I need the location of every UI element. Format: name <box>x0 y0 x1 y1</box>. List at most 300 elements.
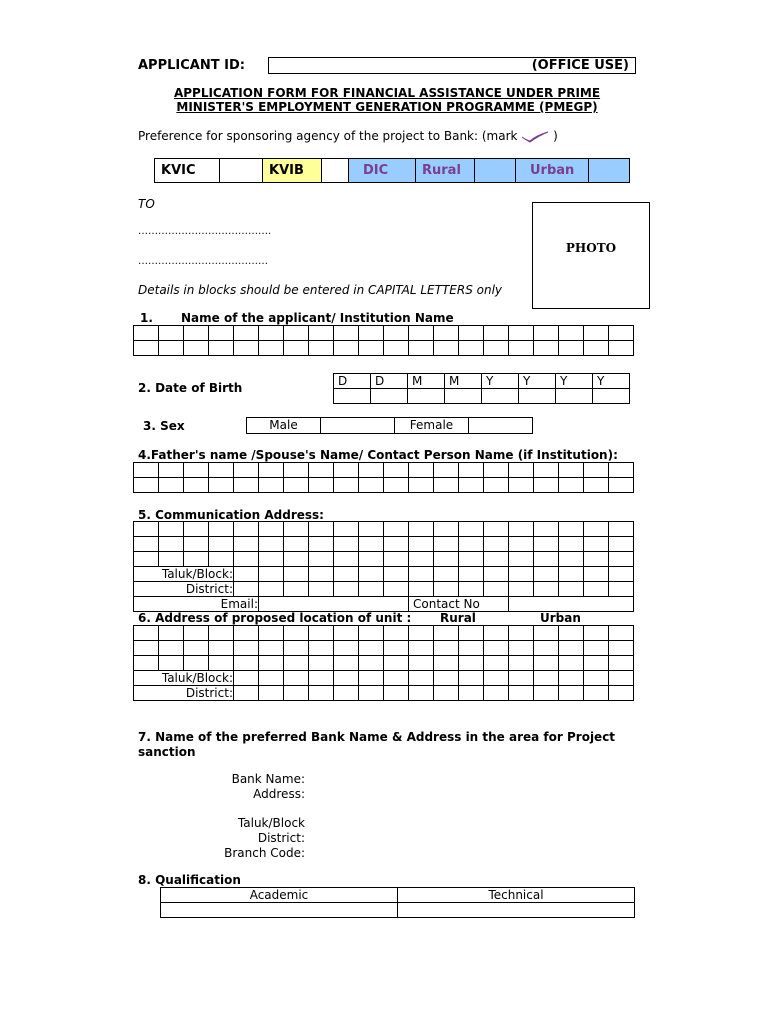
letter-box[interactable] <box>534 463 559 478</box>
letter-box[interactable] <box>209 656 234 671</box>
letter-box[interactable] <box>509 641 534 656</box>
letter-box[interactable] <box>434 552 459 567</box>
letter-box[interactable] <box>259 671 284 686</box>
letter-box[interactable] <box>534 626 559 641</box>
letter-box[interactable] <box>184 326 209 341</box>
agency-urban-box[interactable] <box>589 159 630 183</box>
letter-box[interactable] <box>309 478 334 493</box>
letter-box[interactable] <box>359 341 384 356</box>
letter-box[interactable] <box>334 626 359 641</box>
preference-text <box>138 129 558 143</box>
letter-box[interactable] <box>134 626 159 641</box>
s7-label <box>138 730 615 760</box>
letter-box[interactable] <box>509 478 534 493</box>
letter-box[interactable] <box>584 552 609 567</box>
letter-box[interactable] <box>484 656 509 671</box>
letter-box[interactable] <box>459 478 484 493</box>
letter-box[interactable] <box>484 341 509 356</box>
sex-female-box[interactable] <box>469 418 533 434</box>
letter-box[interactable] <box>284 641 309 656</box>
letter-box[interactable] <box>384 463 409 478</box>
letter-box[interactable] <box>559 656 584 671</box>
letter-box[interactable] <box>584 671 609 686</box>
letter-box[interactable] <box>284 686 309 701</box>
letter-box[interactable] <box>409 656 434 671</box>
letter-box[interactable] <box>234 626 259 641</box>
letter-box[interactable] <box>284 463 309 478</box>
letter-box[interactable] <box>259 656 284 671</box>
letter-box[interactable] <box>259 552 284 567</box>
letter-box[interactable] <box>134 341 159 356</box>
letter-box[interactable] <box>284 341 309 356</box>
letter-box[interactable] <box>209 626 234 641</box>
letter-box[interactable] <box>434 641 459 656</box>
letter-box[interactable] <box>484 582 509 597</box>
letter-box[interactable] <box>159 522 184 537</box>
letter-box[interactable] <box>459 552 484 567</box>
grid-row <box>134 478 634 493</box>
agency-kvib-box[interactable] <box>322 159 349 183</box>
district-label: District: <box>134 582 234 597</box>
letter-box[interactable] <box>209 537 234 552</box>
letter-box[interactable] <box>534 686 559 701</box>
email-field[interactable] <box>259 597 409 612</box>
letter-box[interactable] <box>459 656 484 671</box>
letter-box[interactable] <box>534 552 559 567</box>
letter-box[interactable] <box>609 537 634 552</box>
letter-box[interactable] <box>284 537 309 552</box>
letter-box[interactable] <box>309 522 334 537</box>
letter-box[interactable] <box>359 686 384 701</box>
letter-box[interactable] <box>259 686 284 701</box>
letter-box[interactable] <box>534 326 559 341</box>
letter-box[interactable] <box>584 463 609 478</box>
letter-box[interactable] <box>209 463 234 478</box>
letter-box[interactable] <box>459 522 484 537</box>
letter-box[interactable] <box>459 626 484 641</box>
s6-rural: Rural <box>440 611 476 625</box>
letter-box[interactable] <box>234 463 259 478</box>
letter-box[interactable] <box>434 326 459 341</box>
letter-box[interactable] <box>234 341 259 356</box>
letter-box[interactable] <box>384 522 409 537</box>
letter-box[interactable] <box>384 478 409 493</box>
letter-box[interactable] <box>509 582 534 597</box>
letter-box[interactable] <box>409 341 434 356</box>
letter-box[interactable] <box>509 537 534 552</box>
agency-rural-box[interactable] <box>475 159 516 183</box>
letter-box[interactable] <box>359 463 384 478</box>
letter-box[interactable] <box>509 326 534 341</box>
letter-box[interactable] <box>284 567 309 582</box>
letter-box[interactable] <box>259 537 284 552</box>
letter-box[interactable] <box>409 478 434 493</box>
letter-box[interactable] <box>384 626 409 641</box>
letter-box[interactable] <box>534 671 559 686</box>
letter-box[interactable] <box>384 641 409 656</box>
letter-box[interactable] <box>359 626 384 641</box>
letter-box[interactable] <box>609 582 634 597</box>
letter-box[interactable] <box>534 656 559 671</box>
letter-box[interactable] <box>209 522 234 537</box>
letter-box[interactable] <box>434 537 459 552</box>
letter-box[interactable] <box>309 686 334 701</box>
letter-box[interactable] <box>559 463 584 478</box>
letter-box[interactable] <box>384 567 409 582</box>
dob-input-box[interactable] <box>519 389 556 404</box>
letter-box[interactable] <box>309 552 334 567</box>
letter-box[interactable] <box>259 641 284 656</box>
letter-box[interactable] <box>184 463 209 478</box>
letter-box[interactable] <box>334 537 359 552</box>
letter-box[interactable] <box>359 522 384 537</box>
grid-row <box>134 567 634 582</box>
letter-box[interactable] <box>609 567 634 582</box>
letter-box[interactable] <box>484 478 509 493</box>
letter-box[interactable] <box>484 552 509 567</box>
letter-box[interactable] <box>234 537 259 552</box>
to-dots-1[interactable]: …………………………………. <box>138 226 272 237</box>
letter-box[interactable] <box>234 552 259 567</box>
letter-box[interactable] <box>459 567 484 582</box>
letter-box[interactable] <box>434 463 459 478</box>
agency-kvic-box[interactable] <box>220 159 263 183</box>
letter-box[interactable] <box>259 626 284 641</box>
letter-box[interactable] <box>409 552 434 567</box>
bank-name-label: Bank Name: <box>231 772 305 786</box>
letter-box[interactable] <box>284 582 309 597</box>
letter-box[interactable] <box>509 626 534 641</box>
letter-box[interactable] <box>559 552 584 567</box>
letter-box[interactable] <box>334 671 359 686</box>
letter-box[interactable] <box>209 478 234 493</box>
communication-address-grid <box>133 521 634 612</box>
qualification-academic-input[interactable] <box>161 903 398 918</box>
letter-box[interactable] <box>284 626 309 641</box>
letter-box[interactable] <box>134 326 159 341</box>
applicant-id-field[interactable] <box>268 57 636 74</box>
letter-box[interactable] <box>234 671 259 686</box>
letter-box[interactable] <box>459 463 484 478</box>
letter-box[interactable] <box>159 641 184 656</box>
letter-box[interactable] <box>359 552 384 567</box>
letter-box[interactable] <box>134 641 159 656</box>
letter-box[interactable] <box>509 686 534 701</box>
letter-box[interactable] <box>309 341 334 356</box>
letter-box[interactable] <box>434 671 459 686</box>
s6-label: 6. Address of proposed location of unit : <box>138 611 412 625</box>
letter-box[interactable] <box>559 626 584 641</box>
letter-box[interactable] <box>559 522 584 537</box>
letter-box[interactable] <box>184 478 209 493</box>
letter-box[interactable] <box>409 463 434 478</box>
letter-box[interactable] <box>409 686 434 701</box>
letter-box[interactable] <box>234 478 259 493</box>
letter-box[interactable] <box>484 626 509 641</box>
letter-box[interactable] <box>459 537 484 552</box>
letter-box[interactable] <box>534 537 559 552</box>
letter-box[interactable] <box>134 463 159 478</box>
dob-input-box[interactable] <box>593 389 630 404</box>
letter-box[interactable] <box>134 522 159 537</box>
letter-box[interactable] <box>134 537 159 552</box>
letter-box[interactable] <box>159 656 184 671</box>
letter-box[interactable] <box>384 537 409 552</box>
letter-box[interactable] <box>159 326 184 341</box>
letter-box[interactable] <box>609 552 634 567</box>
letter-box[interactable] <box>334 463 359 478</box>
letter-box[interactable] <box>434 478 459 493</box>
letter-box[interactable] <box>584 478 609 493</box>
letter-box[interactable] <box>209 641 234 656</box>
letter-box[interactable] <box>334 326 359 341</box>
letter-box[interactable] <box>459 641 484 656</box>
letter-box[interactable] <box>434 626 459 641</box>
letter-box[interactable] <box>559 671 584 686</box>
letter-box[interactable] <box>159 341 184 356</box>
letter-box[interactable] <box>534 341 559 356</box>
letter-box[interactable] <box>584 326 609 341</box>
letter-box[interactable] <box>184 641 209 656</box>
letter-box[interactable] <box>509 463 534 478</box>
letter-box[interactable] <box>409 641 434 656</box>
letter-box[interactable] <box>384 326 409 341</box>
letter-box[interactable] <box>534 582 559 597</box>
letter-box[interactable] <box>259 326 284 341</box>
letter-box[interactable] <box>559 686 584 701</box>
letter-box[interactable] <box>184 552 209 567</box>
letter-box[interactable] <box>384 341 409 356</box>
letter-box[interactable] <box>284 656 309 671</box>
letter-box[interactable] <box>509 341 534 356</box>
letter-box[interactable] <box>359 671 384 686</box>
letter-box[interactable] <box>609 463 634 478</box>
letter-box[interactable] <box>234 567 259 582</box>
dob-input-box[interactable] <box>482 389 519 404</box>
letter-box[interactable] <box>584 686 609 701</box>
letter-box[interactable] <box>359 537 384 552</box>
letter-box[interactable] <box>234 686 259 701</box>
letter-box[interactable] <box>409 326 434 341</box>
letter-box[interactable] <box>459 686 484 701</box>
letter-box[interactable] <box>134 552 159 567</box>
dob-input-box[interactable] <box>445 389 482 404</box>
letter-box[interactable] <box>134 656 159 671</box>
letter-box[interactable] <box>259 463 284 478</box>
letter-box[interactable] <box>284 522 309 537</box>
letter-box[interactable] <box>309 537 334 552</box>
dob-input-box[interactable] <box>408 389 445 404</box>
grid-row <box>134 537 634 552</box>
letter-box[interactable] <box>409 582 434 597</box>
letter-box[interactable] <box>184 626 209 641</box>
qualification-table <box>160 887 635 918</box>
letter-box[interactable] <box>359 478 384 493</box>
letter-box[interactable] <box>434 656 459 671</box>
letter-box[interactable] <box>334 582 359 597</box>
letter-box[interactable] <box>559 582 584 597</box>
letter-box[interactable] <box>609 341 634 356</box>
letter-box[interactable] <box>609 478 634 493</box>
letter-box[interactable] <box>409 522 434 537</box>
letter-box[interactable] <box>159 552 184 567</box>
letter-box[interactable] <box>484 671 509 686</box>
letter-box[interactable] <box>359 641 384 656</box>
letter-box[interactable] <box>259 582 284 597</box>
letter-box[interactable] <box>434 582 459 597</box>
dob-cell-label: M <box>408 374 445 389</box>
letter-box[interactable] <box>484 686 509 701</box>
letter-box[interactable] <box>359 326 384 341</box>
letter-box[interactable] <box>159 478 184 493</box>
letter-box[interactable] <box>584 567 609 582</box>
letter-box[interactable] <box>509 567 534 582</box>
letter-box[interactable] <box>259 341 284 356</box>
letter-box[interactable] <box>459 341 484 356</box>
letter-box[interactable] <box>359 582 384 597</box>
letter-box[interactable] <box>459 582 484 597</box>
letter-box[interactable] <box>459 326 484 341</box>
letter-box[interactable] <box>559 478 584 493</box>
letter-box[interactable] <box>184 522 209 537</box>
letter-box[interactable] <box>309 656 334 671</box>
letter-box[interactable] <box>534 567 559 582</box>
letter-box[interactable] <box>409 567 434 582</box>
letter-box[interactable] <box>259 522 284 537</box>
letter-box[interactable] <box>209 341 234 356</box>
letter-box[interactable] <box>284 326 309 341</box>
letter-box[interactable] <box>359 567 384 582</box>
letter-box[interactable] <box>384 671 409 686</box>
letter-box[interactable] <box>309 641 334 656</box>
letter-box[interactable] <box>284 671 309 686</box>
letter-box[interactable] <box>409 626 434 641</box>
letter-box[interactable] <box>609 656 634 671</box>
letter-box[interactable] <box>334 341 359 356</box>
letter-box[interactable] <box>209 552 234 567</box>
contact-no-field[interactable] <box>509 597 634 612</box>
letter-box[interactable] <box>534 641 559 656</box>
letter-box[interactable] <box>159 537 184 552</box>
letter-box[interactable] <box>509 656 534 671</box>
letter-box[interactable] <box>609 626 634 641</box>
dob-cell-label: Y <box>593 374 630 389</box>
letter-box[interactable] <box>334 552 359 567</box>
letter-box[interactable] <box>584 582 609 597</box>
letter-box[interactable] <box>334 641 359 656</box>
letter-box[interactable] <box>509 522 534 537</box>
letter-box[interactable] <box>234 326 259 341</box>
letter-box[interactable] <box>509 552 534 567</box>
letter-box[interactable] <box>459 671 484 686</box>
letter-box[interactable] <box>334 656 359 671</box>
dob-input-box[interactable] <box>334 389 371 404</box>
letter-box[interactable] <box>184 656 209 671</box>
letter-box[interactable] <box>559 341 584 356</box>
letter-box[interactable] <box>434 522 459 537</box>
letter-box[interactable] <box>534 522 559 537</box>
letter-box[interactable] <box>584 656 609 671</box>
letter-box[interactable] <box>309 671 334 686</box>
letter-box[interactable] <box>484 463 509 478</box>
letter-box[interactable] <box>434 567 459 582</box>
photo-box[interactable] <box>532 202 650 309</box>
letter-box[interactable] <box>584 537 609 552</box>
letter-box[interactable] <box>559 567 584 582</box>
letter-box[interactable] <box>134 478 159 493</box>
to-dots-2[interactable]: ………………………………… <box>138 256 268 267</box>
letter-box[interactable] <box>259 567 284 582</box>
letter-box[interactable] <box>409 537 434 552</box>
letter-box[interactable] <box>609 686 634 701</box>
letter-box[interactable] <box>309 567 334 582</box>
letter-box[interactable] <box>484 326 509 341</box>
sex-male-box[interactable] <box>321 418 395 434</box>
letter-box[interactable] <box>484 567 509 582</box>
letter-box[interactable] <box>484 522 509 537</box>
letter-box[interactable] <box>334 478 359 493</box>
dob-input-box[interactable] <box>556 389 593 404</box>
letter-box[interactable] <box>359 656 384 671</box>
letter-box[interactable] <box>584 341 609 356</box>
letter-box[interactable] <box>384 552 409 567</box>
letter-box[interactable] <box>559 326 584 341</box>
letter-box[interactable] <box>609 326 634 341</box>
letter-box[interactable] <box>284 552 309 567</box>
dob-input-box[interactable] <box>371 389 408 404</box>
letter-box[interactable] <box>159 626 184 641</box>
letter-box[interactable] <box>334 522 359 537</box>
letter-box[interactable] <box>384 656 409 671</box>
letter-box[interactable] <box>309 626 334 641</box>
letter-box[interactable] <box>609 522 634 537</box>
letter-box[interactable] <box>209 326 234 341</box>
letter-box[interactable] <box>609 641 634 656</box>
letter-box[interactable] <box>559 641 584 656</box>
letter-box[interactable] <box>284 478 309 493</box>
letter-box[interactable] <box>309 326 334 341</box>
letter-box[interactable] <box>584 641 609 656</box>
letter-box[interactable] <box>234 656 259 671</box>
dob-grid <box>333 373 630 404</box>
qualification-technical-input[interactable] <box>398 903 635 918</box>
letter-box[interactable] <box>334 686 359 701</box>
letter-box[interactable] <box>334 567 359 582</box>
letter-box[interactable] <box>534 478 559 493</box>
letter-box[interactable] <box>234 641 259 656</box>
letter-box[interactable] <box>609 671 634 686</box>
letter-box[interactable] <box>434 341 459 356</box>
letter-box[interactable] <box>234 582 259 597</box>
letter-box[interactable] <box>559 537 584 552</box>
letter-box[interactable] <box>309 463 334 478</box>
letter-box[interactable] <box>584 626 609 641</box>
letter-box[interactable] <box>409 671 434 686</box>
letter-box[interactable] <box>484 537 509 552</box>
letter-box[interactable] <box>434 686 459 701</box>
letter-box[interactable] <box>584 522 609 537</box>
letter-box[interactable] <box>384 582 409 597</box>
letter-box[interactable] <box>509 671 534 686</box>
letter-box[interactable] <box>484 641 509 656</box>
letter-box[interactable] <box>234 522 259 537</box>
letter-box[interactable] <box>384 686 409 701</box>
letter-box[interactable] <box>309 582 334 597</box>
letter-box[interactable] <box>159 463 184 478</box>
letter-box[interactable] <box>184 341 209 356</box>
letter-box[interactable] <box>259 478 284 493</box>
letter-box[interactable] <box>184 537 209 552</box>
